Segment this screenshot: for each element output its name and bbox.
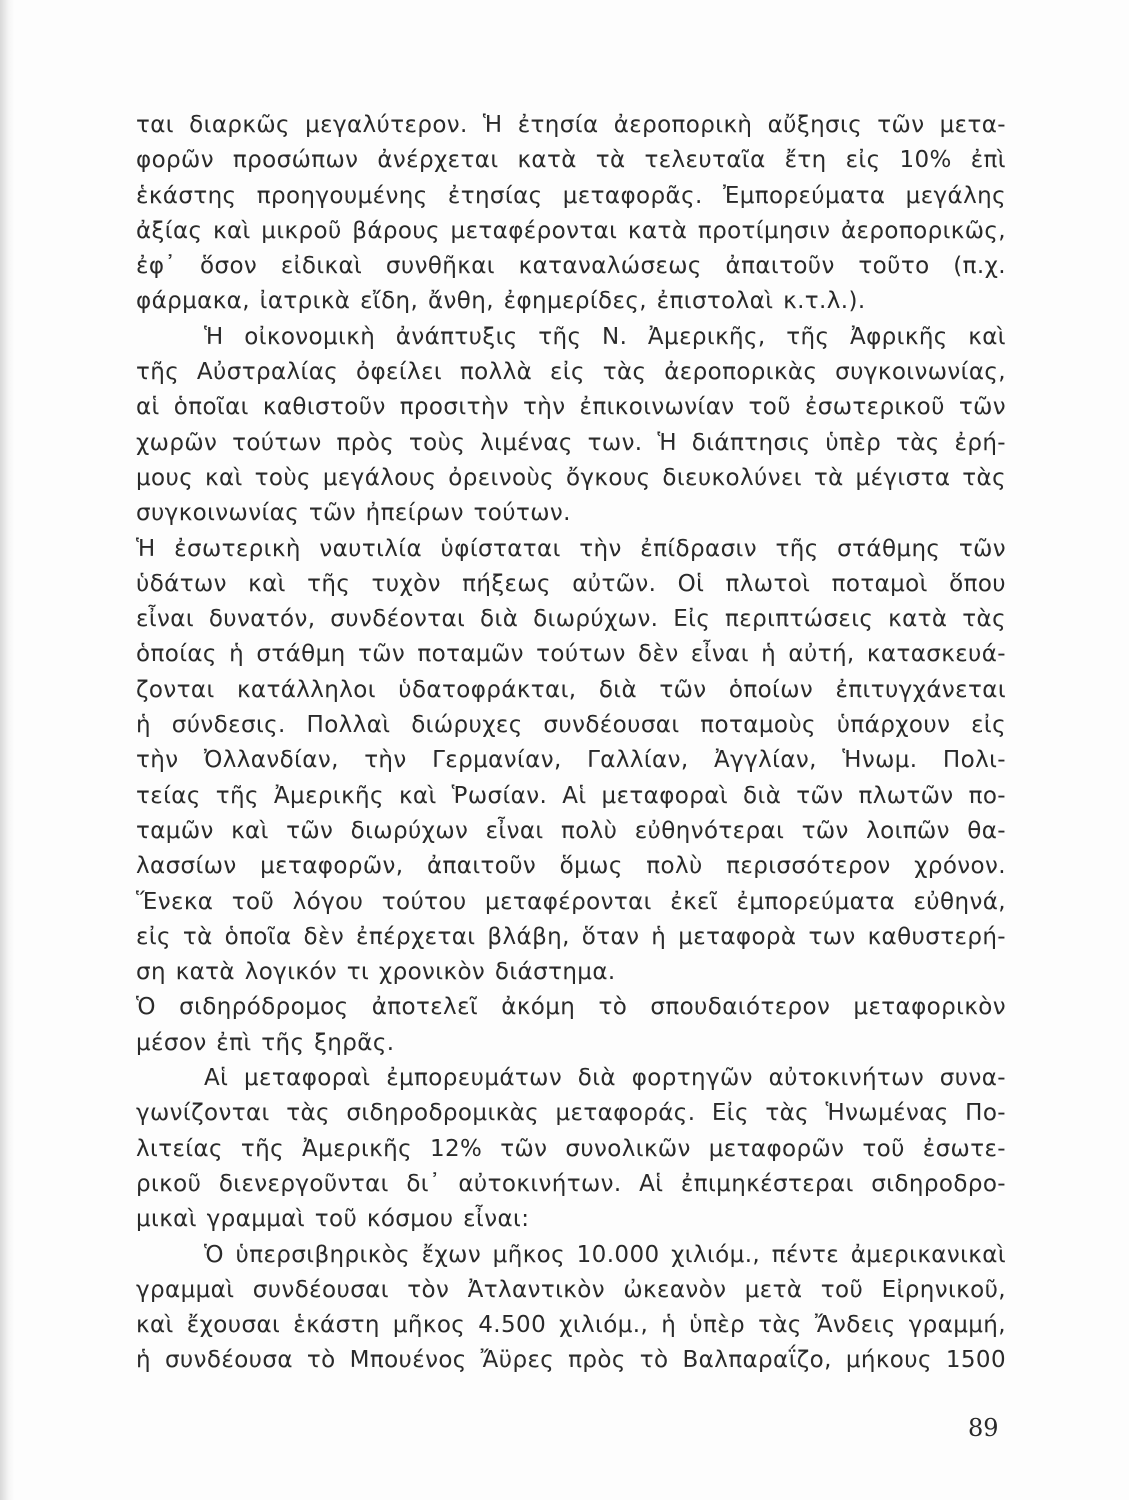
text-line: ση κατὰ λογικόν τι χρονικὸν διάστημα. — [136, 959, 616, 986]
text-line: ὁποίας ἡ στάθμη τῶν ποταμῶν τούτων δὲν εἶναι ἡ αὐτή, κατασκευά- — [136, 641, 1006, 668]
text-line: συγκοινωνίας τῶν ἠπείρων τούτων. — [136, 500, 571, 527]
text-line: Ἕνεκα τοῦ λόγου τούτου μεταφέρονται ἐκεῖ ἐμπορεύματα εὐθηνά, — [136, 888, 1006, 915]
text-line: τὴν Ὀλλανδίαν, τὴν Γερμανίαν, Γαλλίαν, Ἀγγλίαν, Ἡνωμ. Πολι- — [136, 747, 1006, 774]
text-line: ἑκάστης προηγουμένης ἐτησίας μεταφορᾶς. Ἐμπορεύματα μεγάλης — [136, 182, 1006, 209]
text-line: Ὁ ὑπερσιβηρικὸς ἔχων μῆκος 10.000 χιλιόμ., πέντε ἀμερικανικαὶ — [204, 1241, 1006, 1268]
text-line: γραμμαὶ συνδέουσαι τὸν Ἀτλαντικὸν ὠκεανὸν μετὰ τοῦ Εἰρηνικοῦ, — [136, 1276, 1006, 1303]
text-line: εἶναι δυνατόν, συνδέονται διὰ διωρύχων. Εἰς περιπτώσεις κατὰ τὰς — [136, 606, 1006, 633]
text-line: ἡ σύνδεσις. Πολλαὶ διώρυχες συνδέουσαι ποταμοὺς ὑπάρχουν εἰς — [136, 712, 1006, 739]
text-line: ται διαρκῶς μεγαλύτερον. Ἡ ἐτησία ἀεροπορικὴ αὔξησις τῶν μετα- — [136, 112, 1006, 138]
text-line: αἱ ὁποῖαι καθιστοῦν προσιτὴν τὴν ἐπικοινωνίαν τοῦ ἐσωτερικοῦ τῶν — [136, 394, 1006, 421]
text-line: ἡ συνδέουσα τὸ Μπουένος Ἄϋρες πρὸς τὸ Βαλπαραΐζο, μήκους 1500 — [136, 1347, 1006, 1374]
text-line: Αἱ μεταφοραὶ ἐμπορευμάτων διὰ φορτηγῶν αὐτοκινήτων συνα- — [204, 1065, 1006, 1092]
text-line: καὶ ἔχουσαι ἑκάστη μῆκος 4.500 χιλιόμ., ἡ ὑπὲρ τὰς Ἄνδεις γραμμή, — [136, 1312, 1006, 1339]
text-line: φάρμακα, ἰατρικὰ εἴδη, ἄνθη, ἐφημερίδες, ἐπιστολαὶ κ.τ.λ.). — [136, 288, 866, 315]
text-line: Ἡ οἰκονομικὴ ἀνάπτυξις τῆς Ν. Ἀμερικῆς, τῆς Ἀφρικῆς καὶ — [204, 323, 1006, 350]
text-line: μους καὶ τοὺς μεγάλους ὀρεινοὺς ὄγκους διευκολύνει τὰ μέγιστα τὰς — [136, 464, 1006, 491]
text-line: λασσίων μεταφορῶν, ἀπαιτοῦν ὅμως πολὺ περισσότερον χρόνον. — [136, 853, 1006, 880]
text-line: λιτείας τῆς Ἀμερικῆς 12% τῶν συνολικῶν μεταφορῶν τοῦ ἐσωτε- — [136, 1135, 1006, 1162]
page-number: 89 — [968, 1414, 999, 1442]
text-line: Ἡ ἐσωτερικὴ ναυτιλία ὑφίσταται τὴν ἐπίδρασιν τῆς στάθμης τῶν — [136, 535, 1006, 562]
page-gutter-shadow — [0, 0, 14, 1500]
text-line: εἰς τὰ ὁποῖα δὲν ἐπέρχεται βλάβη, ὅταν ἡ μεταφορὰ των καθυστερή- — [136, 923, 1006, 950]
body-text — [136, 108, 1006, 1379]
text-line: ζονται κατάλληλοι ὑδατοφράκται, διὰ τῶν ὁποίων ἐπιτυγχάνεται — [136, 676, 1006, 703]
text-line: Ὁ σιδηρόδρομος ἀποτελεῖ ἀκόμη τὸ σπουδαιότερον μεταφορικὸν — [136, 994, 1006, 1021]
text-line: ρικοῦ διενεργοῦνται δι᾽ αὐτοκινήτων. Αἱ ἐπιμηκέστεραι σιδηροδρο- — [136, 1170, 1006, 1197]
text-line: μέσον ἐπὶ τῆς ξηρᾶς. — [136, 1029, 395, 1056]
text-line: τείας τῆς Ἀμερικῆς καὶ Ῥωσίαν. Αἱ μεταφοραὶ διὰ τῶν πλωτῶν πο- — [136, 782, 1006, 809]
text-line: ὑδάτων καὶ τῆς τυχὸν πήξεως αὐτῶν. Οἱ πλωτοὶ ποταμοὶ ὅπου — [136, 570, 1006, 597]
text-line: μικαὶ γραμμαὶ τοῦ κόσμου εἶναι: — [136, 1206, 530, 1233]
text-line: ἀξίας καὶ μικροῦ βάρους μεταφέρονται κατὰ προτίμησιν ἀεροπορικῶς, — [136, 217, 1006, 244]
text-line: ταμῶν καὶ τῶν διωρύχων εἶναι πολὺ εὐθηνότεραι τῶν λοιπῶν θα- — [136, 817, 1006, 844]
text-line: φορῶν προσώπων ἀνέρχεται κατὰ τὰ τελευταῖα ἔτη εἰς 10% ἐπὶ — [136, 147, 1006, 174]
text-line: χωρῶν τούτων πρὸς τοὺς λιμένας των. Ἡ διάπτησις ὑπὲρ τὰς ἐρή- — [136, 429, 1006, 456]
text-line: γωνίζονται τὰς σιδηροδρομικὰς μεταφοράς. Εἰς τὰς Ἡνωμένας Πο- — [136, 1100, 1006, 1127]
text-line: ἐφ᾽ ὅσον εἰδικαὶ συνθῆκαι καταναλώσεως ἀπαιτοῦν τοῦτο (π.χ. — [136, 253, 1006, 280]
text-line: τῆς Αὐστραλίας ὀφείλει πολλὰ εἰς τὰς ἀεροπορικὰς συγκοινωνίας, — [136, 359, 1006, 386]
